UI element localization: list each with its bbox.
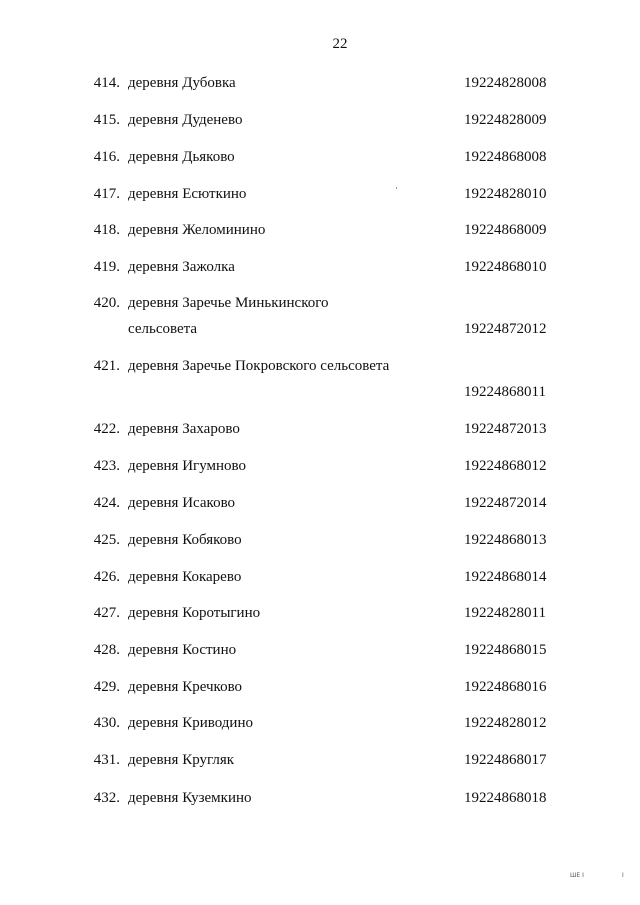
okato-code: 19224828011	[464, 605, 546, 621]
okato-code: 19224868013	[464, 532, 547, 548]
settlement-name-continuation: сельсовета	[128, 321, 198, 337]
row-number: 417.	[93, 186, 120, 202]
row-number: 419.	[93, 259, 120, 275]
settlement-name: деревня Криводино	[128, 715, 253, 731]
settlement-name: деревня Кокарево	[128, 569, 242, 585]
settlement-name: деревня Захарово	[128, 421, 240, 437]
row-number: 429.	[93, 679, 120, 695]
settlement-name: деревня Кобяково	[128, 532, 242, 548]
settlement-name: деревня Кругляк	[128, 752, 235, 768]
row-number: 422.	[93, 421, 120, 437]
row-number: 416.	[93, 149, 120, 165]
okato-code: 19224828008	[464, 75, 547, 91]
okato-code: 19224868011	[464, 384, 546, 400]
settlement-name: деревня Игумново	[128, 458, 246, 474]
okato-code: 19224872012	[464, 321, 547, 337]
row-number: 428.	[93, 642, 120, 658]
row-number: 421.	[93, 358, 120, 374]
okato-code: 19224872013	[464, 421, 547, 437]
settlement-name: деревня Коротыгино	[128, 605, 261, 621]
row-number: 414.	[93, 75, 120, 91]
row-number: 420.	[93, 295, 120, 311]
okato-code: 19224868014	[464, 569, 547, 585]
row-number: 418.	[93, 222, 120, 238]
okato-code: 19224868012	[464, 458, 547, 474]
row-number: 415.	[93, 112, 120, 128]
settlement-name: деревня Куземкино	[128, 790, 252, 806]
okato-code: 19224868015	[464, 642, 547, 658]
footer-scan-mark-right: I	[622, 872, 624, 879]
okato-code: 19224828010	[464, 186, 547, 202]
okato-code: 19224868016	[464, 679, 547, 695]
okato-code: 19224868009	[464, 222, 547, 238]
okato-code: 19224828012	[464, 715, 547, 731]
settlement-name: деревня Дуденево	[128, 112, 243, 128]
settlement-name: деревня Костино	[128, 642, 237, 658]
okato-code: 19224828009	[464, 112, 547, 128]
row-number: 426.	[93, 569, 120, 585]
okato-code: 19224872014	[464, 495, 547, 511]
settlement-name: деревня Желоминино	[128, 222, 266, 238]
row-number: 425.	[93, 532, 120, 548]
scan-speck	[396, 187, 397, 189]
settlement-name: деревня Заречье Покровского сельсовета	[128, 358, 390, 374]
row-number: 432.	[93, 790, 120, 806]
okato-code: 19224868010	[464, 259, 547, 275]
footer-scan-mark: ШЕ I	[570, 872, 584, 879]
settlement-name: деревня Зажолка	[128, 259, 235, 275]
page-number: 22	[332, 36, 348, 52]
settlement-name: деревня Исаково	[128, 495, 236, 511]
row-number: 423.	[93, 458, 120, 474]
settlement-name: деревня Кречково	[128, 679, 243, 695]
okato-code: 19224868008	[464, 149, 547, 165]
okato-code: 19224868018	[464, 790, 547, 806]
settlement-name: деревня Есюткино	[128, 186, 247, 202]
row-number: 431.	[93, 752, 120, 768]
settlement-name: деревня Дьяково	[128, 149, 235, 165]
settlement-name: деревня Заречье Минькинского	[128, 295, 329, 311]
row-number: 427.	[93, 605, 120, 621]
row-number: 424.	[93, 495, 120, 511]
okato-code: 19224868017	[464, 752, 547, 768]
row-number: 430.	[93, 715, 120, 731]
settlement-name: деревня Дубовка	[128, 75, 236, 91]
